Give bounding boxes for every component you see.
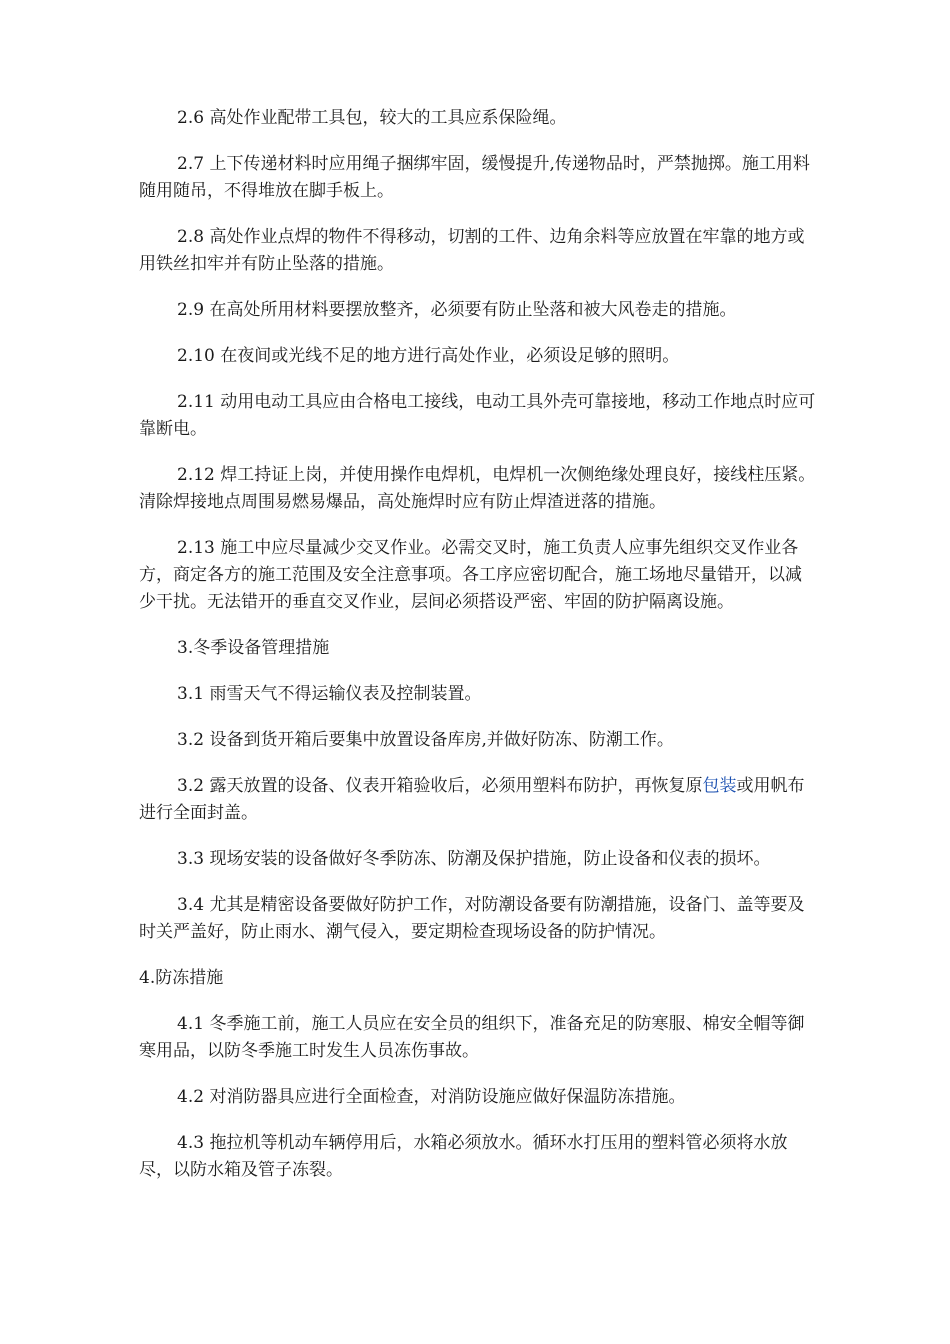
- section-title-3: 冬季设备管理措施: [193, 638, 330, 658]
- section-title-4: 防冻措施: [155, 968, 224, 988]
- paragraph-3-2b: [139, 773, 817, 827]
- paragraph-2-13: 2.13 施工中应尽量减少交叉作业。必需交叉时，施工负责人应事先组织交叉作业各方，商定各方的施工范围及安全注意事项。各工序应密切配合，施工场地尽量错开，以减少干扰。无法错开的垂直交叉作业，层间必须搭设严密、牢固的防护隔离设施。: [139, 538, 802, 612]
- paragraph-3-2a: 3.2 设备到货开箱后要集中放置设备库房,并做好防冻、防潮工作。: [177, 730, 674, 750]
- paragraph-2-7: 2.7 上下传递材料时应用绳子捆绑牢固，缓慢提升,传递物品时，严禁抛掷。施工用料随用随吊，不得堆放在脚手板上。: [139, 154, 810, 201]
- section-number-3: 3.: [177, 638, 194, 658]
- paragraph-4-1: 4.1 冬季施工前，施工人员应在安全员的组织下，准备充足的防寒服、棉安全帽等御寒用品，以防冬季施工时发生人员冻伤事故。: [139, 1014, 805, 1061]
- paragraph-2-11: 2.11 动用电动工具应由合格电工接线，电动工具外壳可靠接地，移动工作地点时应可靠断电。: [139, 392, 816, 439]
- paragraph-3-2b-text-start: 3.2 露天放置的设备、仪表开箱验收后，必须用塑料布防护，再恢复原: [177, 776, 703, 796]
- document-body: [139, 105, 817, 1203]
- paragraph-2-10: 2.10 在夜间或光线不足的地方进行高处作业，必须设足够的照明。: [177, 346, 680, 366]
- paragraph-2-9: 2.9 在高处所用材料要摆放整齐，必须要有防止坠落和被大风卷走的措施。: [177, 300, 737, 320]
- paragraph-3-4: 3.4 尤其是精密设备要做好防护工作，对防潮设备要有防潮措施，设备门、盖等要及时关严盖好，防止雨水、潮气侵入，要定期检查现场设备的防护情况。: [139, 895, 805, 942]
- paragraph-2-12: 2.12 焊工持证上岗，并使用操作电焊机，电焊机一次侧绝缘处理良好，接线柱压紧。清除焊接地点周围易燃易爆品，高处施焊时应有防止焊渣迸落的措施。: [139, 465, 816, 512]
- paragraph-2-6: 2.6 高处作业配带工具包，较大的工具应系保险绳。: [177, 108, 567, 128]
- paragraph-3-1: 3.1 雨雪天气不得运输仪表及控制装置。: [177, 684, 482, 704]
- paragraph-3-2b-text-end: 或用帆布进行全面封盖。: [139, 776, 805, 823]
- paragraph-4-3: 4.3 拖拉机等机动车辆停用后，水箱必须放水。循环水打压用的塑料管必须将水放尽，以防水箱及管子冻裂。: [139, 1133, 788, 1180]
- packaging-link[interactable]: 包装: [702, 776, 737, 796]
- paragraph-3-3: 3.3 现场安装的设备做好冬季防冻、防潮及保护措施，防止设备和仪表的损坏。: [177, 849, 771, 869]
- paragraph-4-2: 4.2 对消防器具应进行全面检查，对消防设施应做好保温防冻措施。: [177, 1087, 686, 1107]
- paragraph-2-8: 2.8 高处作业点焊的物件不得移动，切割的工件、边角余料等应放置在牢靠的地方或用铁丝扣牢并有防止坠落的措施。: [139, 227, 805, 274]
- section-number-4: 4.: [139, 968, 156, 988]
- section-heading-3: [139, 635, 817, 662]
- section-heading-4: [139, 965, 817, 992]
